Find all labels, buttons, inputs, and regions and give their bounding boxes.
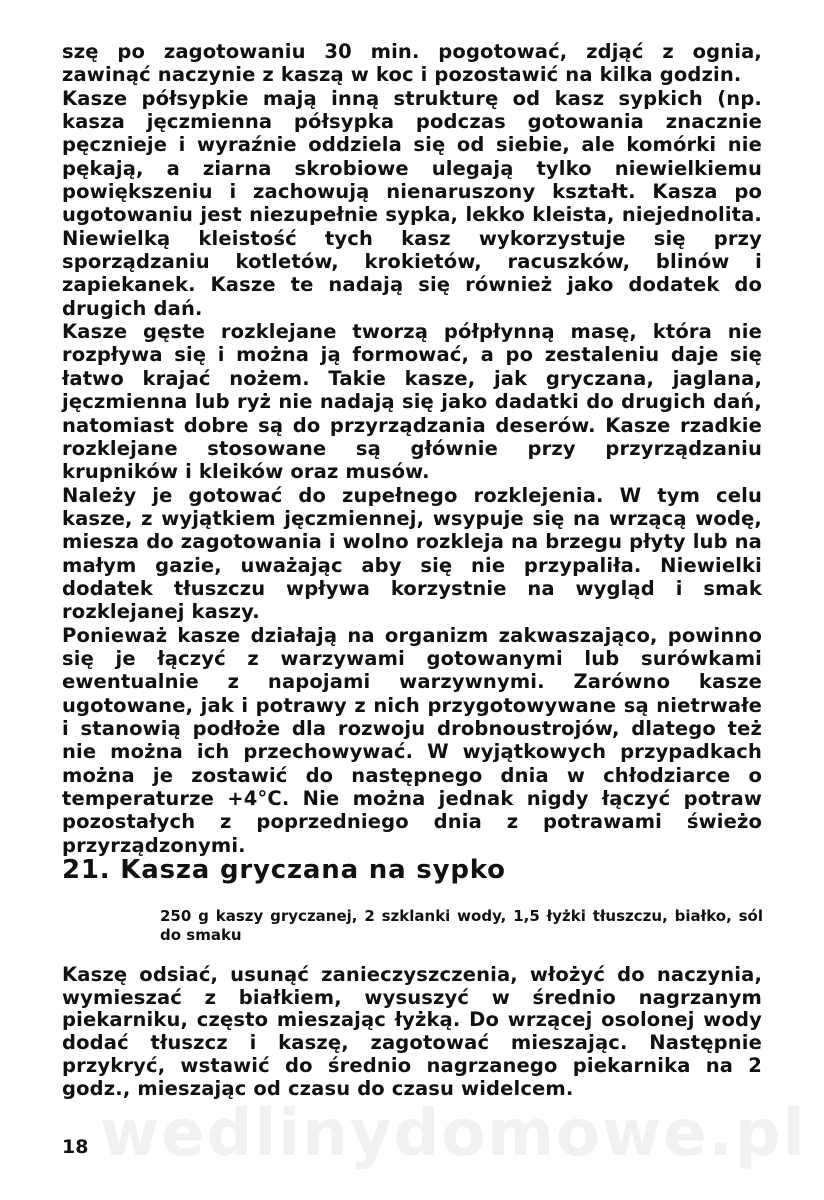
recipe-instructions: Kaszę odsiać, usunąć zanieczyszczenia, włożyć do naczynia, wymieszać z białkiem, wysuszyć w średnio nagrzanym piekarniku, często mieszając łyżką. Do wrzącej osolonej wody dodać tłuszcz i kaszę, zagotować mieszając. Następnie przykryć, wstawić do średnio nagrzanego piekarnika na 2 godz., mieszając od czasu do czasu widelcem.: [62, 963, 762, 1100]
recipe-heading: 21. Kasza gryczana na sypko: [62, 855, 506, 885]
paragraph-boiling-instructions: szę po zagotowaniu 30 min. pogotować, zdjąć z ognia, zawinąć naczynie z kaszą w koc i pozostawić na kilka godzin.: [62, 40, 762, 87]
paragraph-thick-groats: Kasze gęste rozklejane tworzą półpłynną masę, która nie rozpływa się i można ją formować, a po zestaleniu daje się łatwo krajać nożem. Takie kasze, jak gryczana, jaglana, jęczmienna lub ryż nie nadają się jako dadatki do drugich dań, natomiast dobre są do przyrządzania deserów. Kasze rzadkie rozklejane stosowane są głównie przy przyrządzaniu krupników i kleików oraz musów.: [62, 320, 762, 484]
paragraph-storage-advice: Ponieważ kasze działają na organizm zakwaszająco, powinno się je łączyć z warzywami gotowanymi lub surówkami ewentualnie z napojami warzywnymi. Zarówno kasze ugotowane, jak i potrawy z nich przygotowywane są nietrwałe i stanowią podłoże dla rozwoju drobnoustrojów, dlatego też nie można ich przechowywać. W wyjątkowych przypadkach można je zostawić do następnego dnia w chłodziarce o temperaturze +4°C. Nie można jednak nigdy łączyć potraw pozostałych z poprzedniego dnia z potrawami świeżo przyrządzonymi.: [62, 623, 762, 857]
continued-text: [62, 40, 762, 857]
recipe-ingredients: 250 g kaszy gryczanej, 2 szklanki wody, 1,5 łyżki tłuszczu, białko, sól do smaku: [160, 907, 763, 944]
paragraph-cooking-method: Należy je gotować do zupełnego rozklejenia. W tym celu kasze, z wyjątkiem jęczmiennej, wsypuje się na wrzącą wodę, miesza do zagotowania i wolno rozkleja na brzegu płyty lub na małym gazie, uważając aby się nie przypaliła. Niewielki dodatek tłuszczu wpływa korzystnie na wygląd i smak rozklejanej kaszy.: [62, 483, 762, 624]
page-number: 18: [62, 1136, 89, 1158]
watermark: wedlinydomowe.pl: [100, 1097, 807, 1171]
paragraph-semi-loose-groats: Kasze półsypkie mają inną strukturę od kasz sypkich (np. kasza jęczmienna półsypka podczas gotowania znacznie pęcznieje i wyraźnie oddziela się od siebie, ale komórki nie pękają, a ziarna skrobiowe ulegają tylko niewielkiemu powiększeniu i zachowują nienaruszony kształt. Kasza po ugotowaniu jest niezupełnie sypka, lekko kleista, niejednolita. Niewielką kleistość tych kasz wykorzystuje się przy sporządzaniu kotletów, krokietów, racuszków, blinów i zapiekanek. Kasze te nadają się również jako dodatek do drugich dań.: [62, 86, 762, 320]
